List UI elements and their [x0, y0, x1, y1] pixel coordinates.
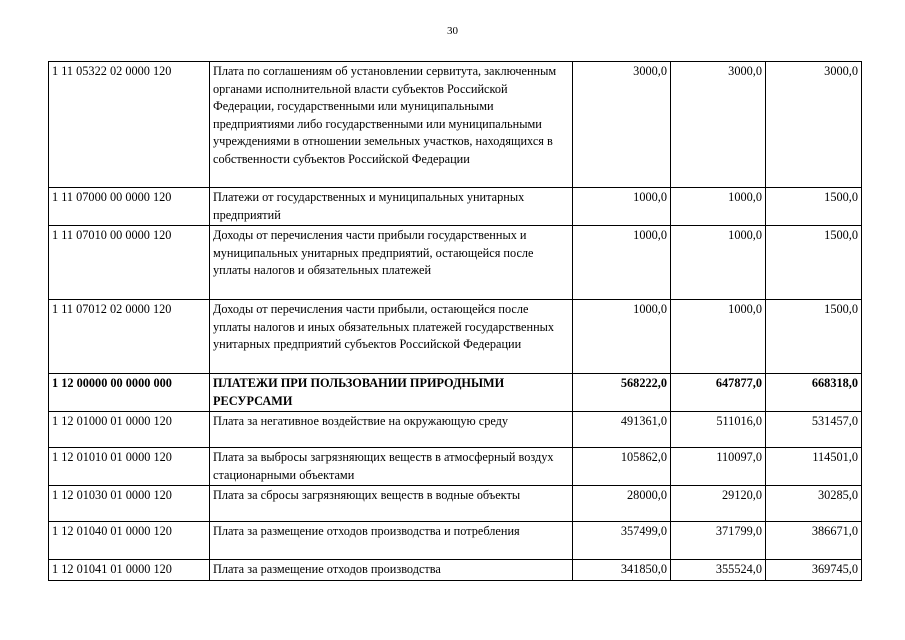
- row-code: 1 12 01030 01 0000 120: [49, 486, 210, 522]
- table-row: [49, 374, 862, 412]
- row-value-2: 355524,0: [671, 560, 766, 581]
- table-row: [49, 560, 862, 581]
- row-value-2: 110097,0: [671, 448, 766, 486]
- row-value-3: 668318,0: [766, 374, 862, 412]
- budget-table: [48, 61, 862, 581]
- row-value-3: 3000,0: [766, 62, 862, 188]
- row-name: Плата за размещение отходов производства и потребления: [210, 522, 573, 560]
- row-value-3: 386671,0: [766, 522, 862, 560]
- row-name: Плата за сбросы загрязняющих веществ в водные объекты: [210, 486, 573, 522]
- row-code: 1 11 07010 00 0000 120: [49, 226, 210, 300]
- row-value-1: 28000,0: [573, 486, 671, 522]
- row-value-1: 357499,0: [573, 522, 671, 560]
- row-value-1: 491361,0: [573, 412, 671, 448]
- row-value-3: 531457,0: [766, 412, 862, 448]
- row-value-2: 29120,0: [671, 486, 766, 522]
- row-code: 1 11 07000 00 0000 120: [49, 188, 210, 226]
- row-name: Платежи от государственных и муниципальных унитарных предприятий: [210, 188, 573, 226]
- row-value-3: 1500,0: [766, 300, 862, 374]
- row-value-1: 341850,0: [573, 560, 671, 581]
- row-value-2: 3000,0: [671, 62, 766, 188]
- table-row: [49, 226, 862, 300]
- page-number: 30: [447, 25, 458, 37]
- row-value-2: 511016,0: [671, 412, 766, 448]
- row-value-3: 114501,0: [766, 448, 862, 486]
- table-row: [49, 188, 862, 226]
- row-code: 1 12 01010 01 0000 120: [49, 448, 210, 486]
- row-value-1: 1000,0: [573, 188, 671, 226]
- row-name: Доходы от перечисления части прибыли, остающейся после уплаты налогов и иных обязательных платежей государственных унитарных предприятий субъектов Российской Федерации: [210, 300, 573, 374]
- row-code: 1 12 01040 01 0000 120: [49, 522, 210, 560]
- row-code: 1 11 07012 02 0000 120: [49, 300, 210, 374]
- row-name: Плата за размещение отходов производства: [210, 560, 573, 581]
- row-value-3: 1500,0: [766, 226, 862, 300]
- row-value-2: 1000,0: [671, 188, 766, 226]
- row-value-1: 568222,0: [573, 374, 671, 412]
- row-code: 1 11 05322 02 0000 120: [49, 62, 210, 188]
- table-row: [49, 300, 862, 374]
- row-value-3: 30285,0: [766, 486, 862, 522]
- row-value-3: 1500,0: [766, 188, 862, 226]
- table-row: [49, 62, 862, 188]
- row-value-1: 1000,0: [573, 226, 671, 300]
- row-value-1: 105862,0: [573, 448, 671, 486]
- row-name: ПЛАТЕЖИ ПРИ ПОЛЬЗОВАНИИ ПРИРОДНЫМИ РЕСУРСАМИ: [210, 374, 573, 412]
- row-code: 1 12 00000 00 0000 000: [49, 374, 210, 412]
- row-value-3: 369745,0: [766, 560, 862, 581]
- table-row: [49, 522, 862, 560]
- row-value-1: 3000,0: [573, 62, 671, 188]
- row-code: 1 12 01041 01 0000 120: [49, 560, 210, 581]
- row-value-1: 1000,0: [573, 300, 671, 374]
- row-name: Плата по соглашениям об установлении сервитута, заключенным органами исполнительной власти субъектов Российской Федерации, государственными или муниципальными предприятиями либо государственными или муниципальными учреждениями в отношении земельных участков, находящихся в собственности субъектов Российской Федерации: [210, 62, 573, 188]
- row-name: Плата за негативное воздействие на окружающую среду: [210, 412, 573, 448]
- table-row: [49, 448, 862, 486]
- row-value-2: 647877,0: [671, 374, 766, 412]
- row-code: 1 12 01000 01 0000 120: [49, 412, 210, 448]
- row-value-2: 1000,0: [671, 300, 766, 374]
- row-name: Доходы от перечисления части прибыли государственных и муниципальных унитарных предприятий, остающейся после уплаты налогов и обязательных платежей: [210, 226, 573, 300]
- table-row: [49, 412, 862, 448]
- row-value-2: 371799,0: [671, 522, 766, 560]
- table-row: [49, 486, 862, 522]
- row-value-2: 1000,0: [671, 226, 766, 300]
- row-name: Плата за выбросы загрязняющих веществ в атмосферный воздух стационарными объектами: [210, 448, 573, 486]
